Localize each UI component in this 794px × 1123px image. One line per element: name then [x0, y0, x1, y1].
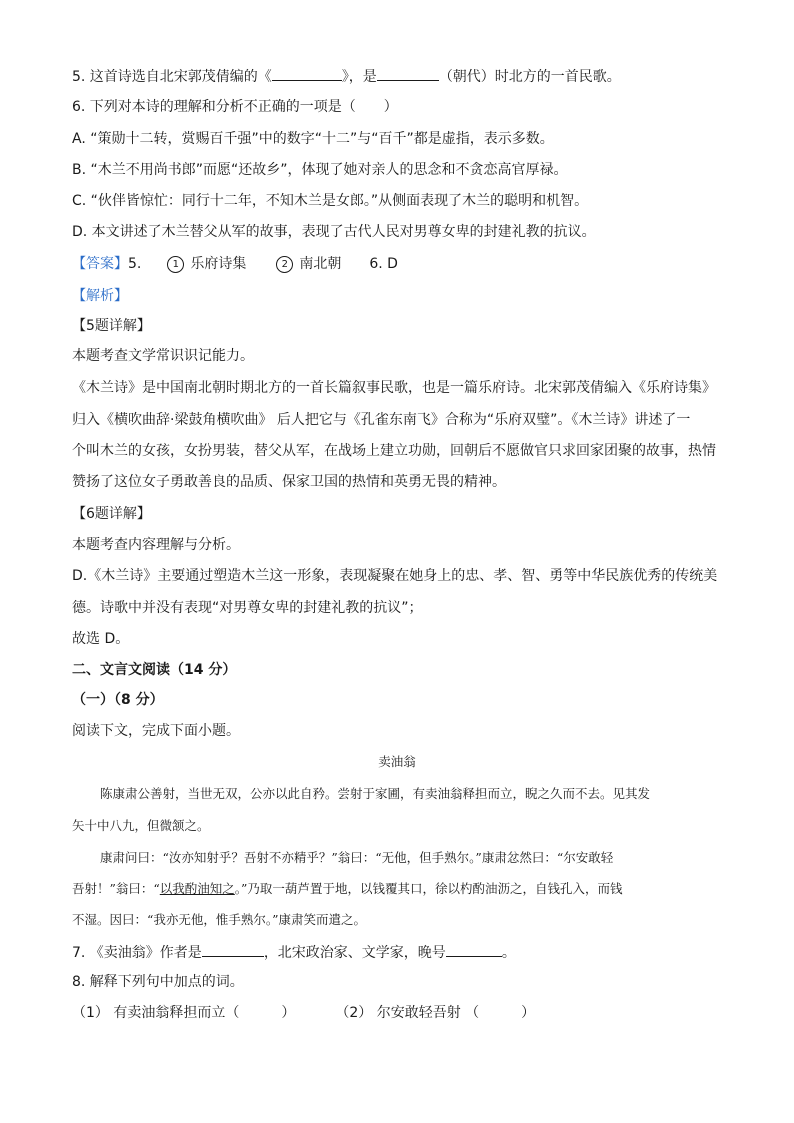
q5-detail-body-line: 个叫木兰的女孩，女扮男装，替父从军，在战场上建立功勋，回朝后不愿做官只求回家团聚的故事，热情 [72, 443, 716, 459]
passage-line: 不湿。因曰：“我亦无他，惟手熟尔。”康肃笑而遣之。 [72, 912, 367, 927]
question-5 [72, 65, 621, 87]
q5-text-b: 》，是 [341, 69, 377, 85]
section-2-title: 二、文言文阅读（14 分） [72, 662, 237, 678]
q6-detail-body-line: 德。诗歌中并没有表现“对男尊女卑的封建礼教的抗议”； [72, 600, 423, 616]
analysis-tag: 【解析】 [72, 288, 128, 304]
q7-text-c: 。 [501, 945, 516, 961]
answer-q5-num: 5. [128, 256, 142, 272]
question-6-option-b: B. “木兰不用尚书郎”而愿“还故乡”，体现了她对亲人的思念和不贪恋高官厚禄。 [72, 162, 568, 178]
q5-detail-heading: 【5题详解】 [72, 318, 151, 334]
question-6-option-a: A. “策勋十二转，赏赐百千强”中的数字“十二”与“百千”都是虚指，表示多数。 [72, 131, 554, 147]
passage-text: 。”乃取一葫芦置于地，以钱覆其口，徐以杓酌油沥之，自钱孔入，而钱 [234, 881, 623, 896]
q7-blank-1[interactable] [202, 941, 264, 957]
q5-text-a: 5. 这首诗选自北宋郭茂倩编的《 [72, 69, 272, 85]
underlined-sentence: 以我酌油知之 [159, 881, 235, 896]
q8-item-1: （1） 有卖油翁释担而立（ ） [72, 1005, 296, 1021]
answer-tag: 【答案】 [72, 256, 128, 272]
question-8-stem: 8. 解释下列句中加点的词。 [72, 974, 244, 990]
question-8-items [72, 1003, 535, 1023]
circle-number-2-icon: 2 [276, 256, 293, 273]
question-6-stem: 6. 下列对本诗的理解和分析不正确的一项是（ ） [72, 99, 398, 115]
q5-blank-1[interactable] [272, 65, 342, 81]
q5-detail-body-line: 《木兰诗》是中国南北朝时期北方的一首长篇叙事民歌，也是一篇乐府诗。北宋郭茂倩编入《乐府诗集》 [72, 380, 716, 396]
passage-line: 矢十中八九，但微颔之。 [72, 818, 210, 833]
q6-detail-body-line: D.《木兰诗》主要通过塑造木兰这一形象，表现凝聚在她身上的忠、孝、智、勇等中华民族优秀的传统美 [72, 568, 718, 584]
q5-detail-body-line: 赞扬了这位女子勇敢善良的品质、保家卫国的热情和英勇无畏的精神。 [72, 474, 506, 490]
answer-q6: 6. D [369, 256, 398, 272]
question-7 [72, 941, 516, 963]
passage-line [72, 879, 622, 899]
q6-conclusion: 故选 D。 [72, 631, 130, 647]
q5-text-c: （朝代）时北方的一首民歌。 [438, 69, 621, 85]
q6-detail-intro: 本题考查内容理解与分析。 [72, 537, 240, 553]
section-2-part-1: （一）（8 分） [72, 692, 164, 708]
section-2-instruction: 阅读下文，完成下面小题。 [72, 723, 240, 739]
q7-blank-2[interactable] [446, 941, 502, 957]
passage-title: 卖油翁 [378, 754, 416, 769]
question-6-option-d: D. 本文讲述了木兰替父从军的故事，表现了古代人民对男尊女卑的封建礼教的抗议。 [72, 224, 596, 240]
answer-q5-part2: 南北朝 [299, 256, 342, 272]
q5-detail-intro: 本题考查文学常识识记能力。 [72, 348, 254, 364]
answer-q5-part1: 乐府诗集 [190, 256, 247, 272]
q5-detail-body-line: 归入《横吹曲辞·梁鼓角横吹曲》 后人把它与《孔雀东南飞》合称为“乐府双璧”。《木兰诗》讲述了一 [72, 412, 691, 428]
q8-item-2: （2） 尔安敢轻吾射 （ ） [335, 1005, 536, 1021]
passage-text: 吾射！”翁曰：“ [72, 881, 160, 896]
q7-text-a: 7. 《卖油翁》作者是 [72, 945, 202, 961]
passage-line: 康肃问曰：“汝亦知射乎？吾射不亦精乎？”翁曰：“无他，但手熟尔。”康肃忿然曰：“尔安敢轻 [100, 850, 614, 865]
passage-line: 陈康肃公善射，当世无双，公亦以此自矜。尝射于家圃，有卖油翁释担而立，睨之久而不去。见其发 [100, 786, 651, 801]
answer-row [72, 254, 398, 274]
question-6-option-c: C. “伙伴皆惊忙：同行十二年，不知木兰是女郎。”从侧面表现了木兰的聪明和机智。 [72, 193, 589, 209]
circle-number-1-icon: 1 [167, 256, 184, 273]
q5-blank-2[interactable] [377, 65, 439, 81]
q6-detail-heading: 【6题详解】 [72, 506, 151, 522]
q7-text-b: ，北宋政治家、文学家，晚号 [263, 945, 446, 961]
